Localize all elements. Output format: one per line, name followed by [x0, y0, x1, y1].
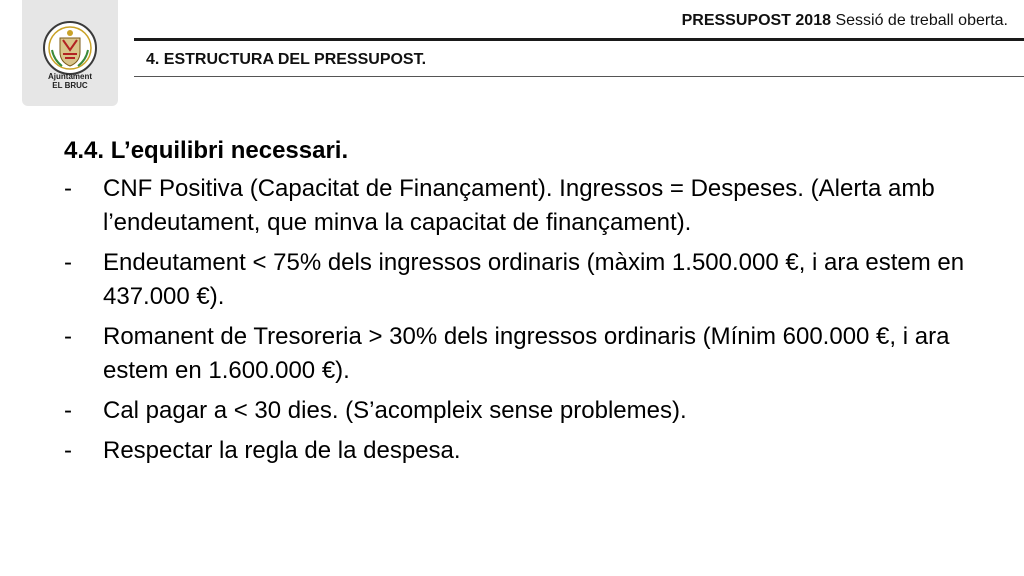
bullet-dash: -: [64, 175, 72, 202]
bullet-dash: -: [64, 437, 72, 464]
header-divider: [134, 38, 1024, 41]
bullet-dash: -: [64, 249, 72, 276]
header-title: [682, 10, 1008, 32]
list-item-text: Romanent de Tresoreria > 30% dels ingressos ordinaris (Mínim 600.000 €, i ara estem en 1.600.000 €).: [103, 323, 950, 384]
bullet-dash: -: [64, 323, 72, 350]
logo-panel: [22, 0, 118, 106]
content-heading: 4.4. L’equilibri necessari.: [64, 137, 349, 164]
list-item-text: CNF Positiva (Capacitat de Finançament). Ingressos = Despeses. (Alerta amb l’endeutament, que minva la capacitat de finançament).: [103, 175, 935, 236]
list-item: [64, 172, 1004, 240]
logo-text-town: EL BRUC: [52, 81, 88, 90]
bullet-dash: -: [64, 397, 72, 424]
slide-content: [64, 134, 1004, 474]
municipal-seal-icon: [42, 20, 98, 76]
list-item-text: Cal pagar a < 30 dies. (S’acompleix sense problemes).: [103, 397, 687, 424]
bullet-list: [64, 172, 1004, 468]
list-item: [64, 434, 1004, 468]
list-item: [64, 320, 1004, 388]
section-title: 4. ESTRUCTURA DEL PRESSUPOST.: [146, 51, 427, 68]
section-divider: [134, 76, 1024, 77]
list-item-text: Endeutament < 75% dels ingressos ordinaris (màxim 1.500.000 €, i ara estem en 437.000 €).: [103, 249, 965, 310]
list-item-text: Respectar la regla de la despesa.: [103, 437, 461, 464]
header-title-rest: Sessió de treball oberta.: [831, 12, 1008, 29]
list-item: [64, 394, 1004, 428]
logo-text-ajuntament: Ajuntament: [48, 72, 92, 81]
header-title-bold: PRESSUPOST 2018: [681, 12, 831, 29]
list-item: [64, 246, 1004, 314]
